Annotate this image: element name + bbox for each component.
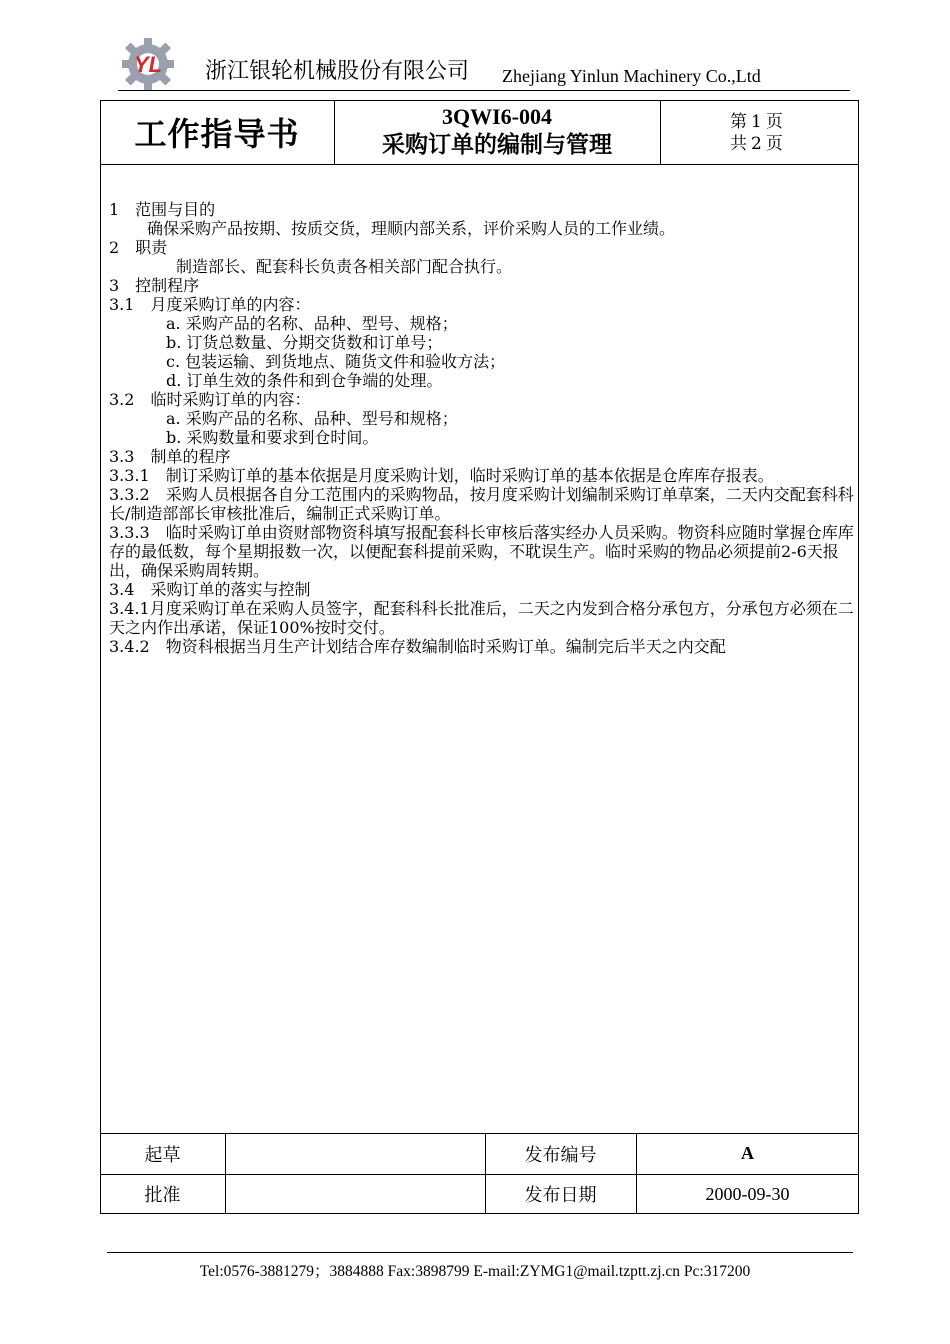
document-body	[109, 200, 854, 656]
draft-value	[225, 1133, 485, 1174]
section-heading: 3 控制程序	[109, 276, 200, 295]
list-item: b. 采购数量和要求到仓时间。	[166, 428, 379, 447]
paragraph: 确保采购产品按期、按质交货，理顺内部关系，评价采购人员的工作业绩。	[147, 219, 676, 238]
subsection-heading: 3.3 制单的程序	[109, 447, 231, 466]
footer-rule	[107, 1252, 853, 1253]
release-no-label: 发布编号	[524, 1144, 597, 1166]
company-logo	[118, 36, 178, 92]
paragraph: 3.3.2 采购人员根据各自分工范围内的采购物品，按月度采购计划编制采购订单草案，二天内交配套科科长/制造部部长审核批准后，编制正式采购订单。	[109, 485, 854, 523]
title-divider-2	[660, 100, 661, 164]
list-item: b. 订货总数量、分期交货数和订单号；	[166, 333, 443, 352]
doc-type: 工作指导书	[134, 115, 300, 153]
list-item: a. 采购产品的名称、品种、型号和规格；	[166, 409, 458, 428]
subsection-heading: 3.1 月度采购订单的内容：	[109, 295, 311, 314]
section-heading: 2 职责	[109, 238, 168, 257]
logo-letters: YL	[133, 52, 163, 77]
company-name-en: Zhejiang Yinlun Machinery Co.,Ltd	[502, 66, 761, 86]
paragraph: 3.3.1 制订采购订单的基本依据是月度采购计划，临时采购订单的基本依据是仓库库存报表。	[109, 466, 774, 485]
company-name-cn: 浙江银轮机械股份有限公司	[205, 59, 470, 84]
page-info	[730, 111, 783, 155]
paragraph: 3.4.1月度采购订单在采购人员签字，配套科科长批准后，二天之内发到合格分承包方，分承包方必须在二天之内作出承诺，保证100%按时交付。	[109, 599, 854, 637]
section-heading: 1 范围与目的	[109, 200, 216, 219]
draft-label: 起草	[144, 1144, 181, 1166]
page-total: 共 2 页	[730, 134, 783, 154]
page-number: 第 1 页	[730, 112, 783, 132]
list-item: a. 采购产品的名称、品种、型号、规格；	[166, 314, 458, 333]
header-rule	[118, 90, 850, 91]
approve-label: 批准	[144, 1185, 181, 1206]
approve-value	[225, 1174, 485, 1214]
subsection-heading: 3.4 采购订单的落实与控制	[109, 580, 311, 599]
list-item: d. 订单生效的条件和到仓争端的处理。	[166, 371, 443, 390]
release-date-label: 发布日期	[524, 1185, 597, 1206]
title-block-bottom-rule	[100, 164, 859, 165]
contact-info: Tel:0576-3881279；3884888 Fax:3898799 E-mail:ZYMG1@mail.tzptt.zj.cn Pc:317200	[199, 1263, 751, 1280]
paragraph: 3.3.3 临时采购订单由资财部物资科填写报配套科长审核后落实经办人员采购。物资科应随时掌握仓库库存的最低数，每个星期报数一次，以便配套科提前采购，不耽误生产。临时采购的物品必须提前2-6天报出，确保采购周转期。	[109, 523, 854, 580]
release-no-value: A	[741, 1143, 754, 1163]
doc-code: 3QWI6-004	[442, 104, 552, 129]
subsection-heading: 3.2 临时采购订单的内容：	[109, 390, 311, 409]
list-item: c. 包装运输、到货地点、随货文件和验收方法；	[166, 352, 506, 371]
doc-title: 采购订单的编制与管理	[382, 132, 612, 158]
paragraph: 3.4.2 物资科根据当月生产计划结合库存数编制临时采购订单。编制完后半天之内交配	[109, 637, 726, 656]
paragraph: 制造部长、配套科长负责各相关部门配合执行。	[176, 257, 513, 276]
release-date-value: 2000-09-30	[705, 1183, 790, 1204]
